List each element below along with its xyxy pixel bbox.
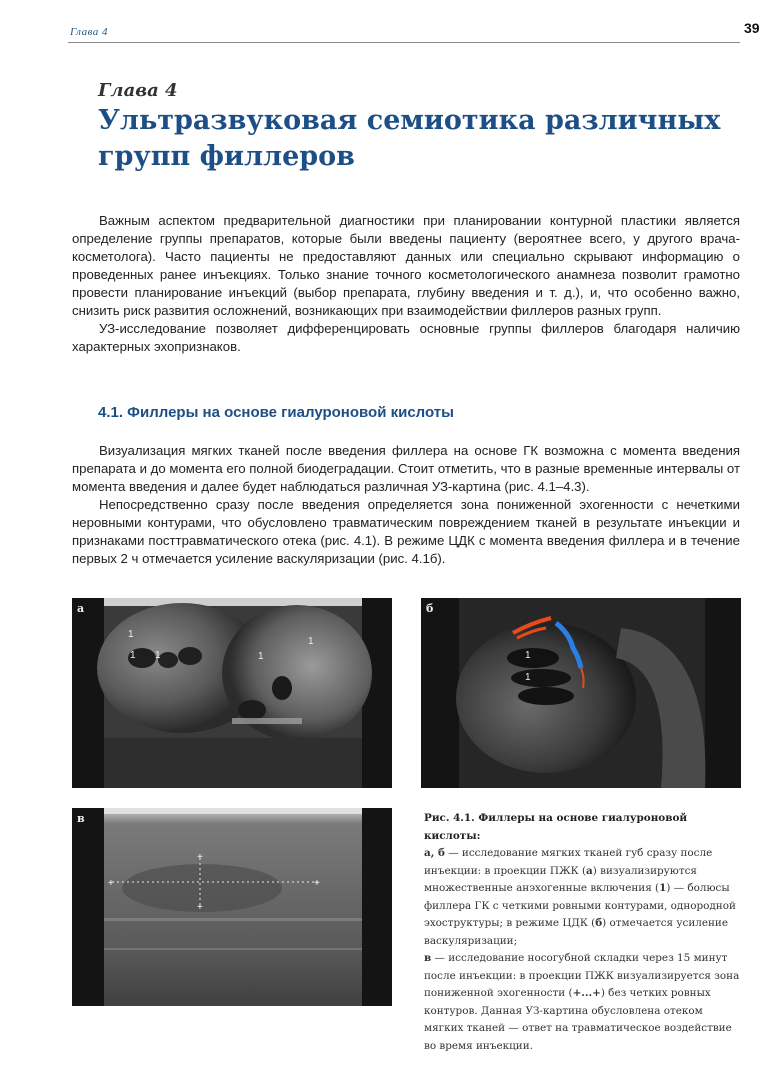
caption-text: ) — болюсы филлера ГК с четкими ровными контурами, однородной эхоструктуры; в режиме ЦДК (	[424, 882, 736, 929]
section-title: 4.1. Филлеры на основе гиалуроновой кислоты	[98, 404, 454, 421]
figure-a-letter: а	[77, 602, 85, 615]
figure-b-mark: 1	[525, 672, 531, 683]
chapter-title: Ультразвуковая семиотика различных групп филлеров	[98, 105, 721, 172]
svg-text:+: +	[197, 902, 203, 913]
figure-b-letter: б	[426, 602, 434, 615]
caption-ab-label: а, б	[424, 847, 445, 859]
figure-a-mark: 1	[130, 650, 136, 661]
figure-a-mark: 1	[155, 650, 161, 661]
figure-a-ultrasound	[72, 598, 392, 788]
caption-text: ) визуализируются множественные анэхогенные включения (	[424, 864, 697, 894]
figure-a-mark: 1	[128, 629, 134, 640]
page-number: 39	[744, 20, 760, 36]
intro-paragraph-2	[72, 320, 740, 356]
caption-text: ) без четких ровных контуров. Данная УЗ-картина обусловлена отеком мягких тканей — ответ на травматическое воздействие во время инъекции.	[424, 987, 732, 1052]
chapter-label: Глава 4	[98, 80, 178, 101]
header-rule	[68, 42, 740, 43]
caption-ref: +...+	[572, 987, 601, 999]
figure-a-mark: 1	[308, 636, 314, 647]
intro-paragraph-1-text: Важным аспектом предварительной диагностики при планировании контурной пластики является определение группы препаратов, которые были введены пациенту (вероятнее всего, у другого врача-косметолога). Часто пациенты не предоставляют данных или специально скрывают информацию о проведенных ранее инъекциях. Только знание точного косметологического анамнеза позволит грамотно провести планирование инъекций (выбор препарата, глубину введения и т. д.), и, что особенно важно, снизить риск развития осложнений, возникающих при взаимодействии филлеров разных групп.	[72, 213, 740, 318]
figure-v-scan	[72, 808, 392, 1006]
figure-caption	[424, 810, 742, 1055]
section-paragraph-1-text: Визуализация мягких тканей после введения филлера на основе ГК возможна с момента введения препарата и до момента его полной биодеградации. Стоит отметить, что в разные временные интервалы от момента введения и далее будет наблюдаться различная УЗ-картина (рис. 4.1–4.3).	[72, 443, 740, 494]
section-paragraph-1	[72, 442, 740, 496]
svg-text:+: +	[314, 878, 320, 889]
caption-v	[424, 950, 742, 1055]
svg-text:+: +	[108, 878, 114, 889]
caption-ref: а	[586, 864, 593, 877]
figure-v-ultrasound	[72, 808, 392, 1006]
caption-ref: б	[595, 917, 603, 929]
section-paragraph-2-text: Непосредственно сразу после введения определяется зона пониженной эхогенности с нечеткими неровными контурами, что обусловлено травматическим повреждением тканей в результате инъекции и признаками посттравматического отека (рис. 4.1). В режиме ЦДК с момента введения филлера и в течение первых 2 ч отмечается усиление васкуляризации (рис. 4.1б).	[72, 497, 740, 566]
figure-a-mark: 1	[258, 651, 264, 662]
svg-text:+: +	[197, 852, 203, 863]
caption-text: — исследование носогубной складки через 15 минут после инъекции: в проекции ПЖК визуализируется зона пониженной эхогенности (	[424, 952, 740, 999]
section-paragraph-2	[72, 496, 740, 568]
caption-ref: 1	[659, 882, 667, 894]
caption-ab	[424, 845, 742, 950]
caption-text: — исследование мягких тканей губ сразу после инъекции: в проекции ПЖК (	[424, 847, 713, 877]
figure-b-scan	[421, 598, 741, 788]
running-head: Глава 4	[70, 26, 109, 38]
caption-v-label: в	[424, 952, 432, 964]
intro-paragraph-2-text: УЗ-исследование позволяет дифференцировать основные группы филлеров благодаря наличию характерных эхопризнаков.	[72, 321, 740, 354]
intro-paragraph-1	[72, 212, 740, 320]
figure-b-mark: 1	[525, 650, 531, 661]
figure-a-scan	[72, 598, 392, 788]
caption-text: ) отмечается усиление васкуляризации;	[424, 917, 729, 947]
figure-b-ultrasound-doppler	[421, 598, 741, 788]
figure-v-letter: в	[77, 812, 85, 825]
caption-title: Рис. 4.1. Филлеры на основе гиалуроновой кислоты:	[424, 812, 688, 842]
